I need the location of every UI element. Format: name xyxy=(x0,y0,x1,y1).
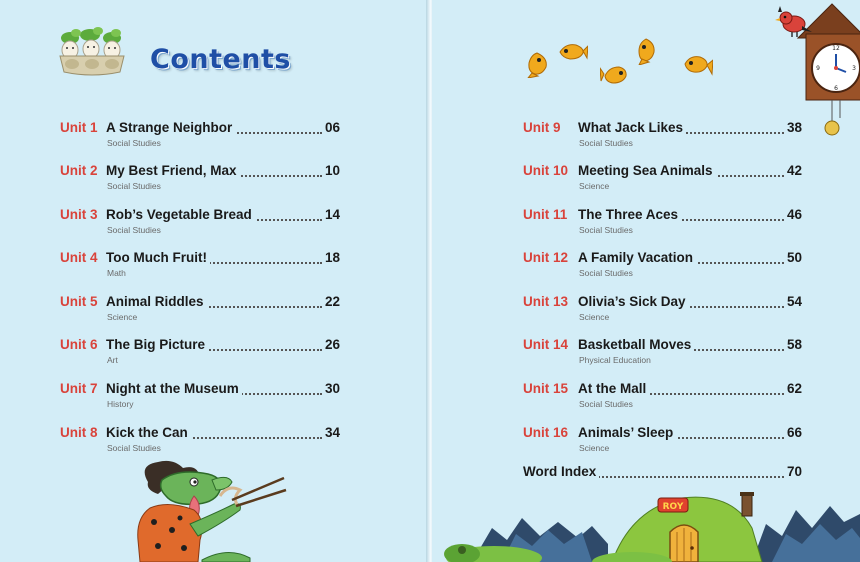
unit-label: Unit 9 xyxy=(523,120,561,135)
unit-subject: Art xyxy=(107,355,118,365)
page-number: 18 xyxy=(322,250,340,265)
unit-subject: Social Studies xyxy=(107,443,161,453)
goldfish-icon xyxy=(634,37,658,65)
unit-label: Unit 15 xyxy=(523,381,569,396)
unit-title: Animals’ Sleep xyxy=(578,425,676,440)
unit-subject: Science xyxy=(579,443,610,453)
unit-title: Rob’s Vegetable Bread xyxy=(106,207,255,222)
goldfish-icon xyxy=(681,52,713,78)
toc-entry[interactable] xyxy=(60,425,340,465)
toc-entry[interactable] xyxy=(523,337,802,377)
unit-label: Unit 12 xyxy=(523,250,569,265)
unit-subject: History xyxy=(107,399,134,409)
unit-title: Too Much Fruit! xyxy=(106,250,210,265)
unit-title: The Three Aces xyxy=(578,207,681,222)
page-number: 14 xyxy=(322,207,340,222)
page-number: 54 xyxy=(784,294,802,309)
toc-entry[interactable] xyxy=(60,207,340,247)
unit-title: Night at the Museum xyxy=(106,381,242,396)
unit-label: Unit 16 xyxy=(523,425,569,440)
unit-label: Unit 13 xyxy=(523,294,569,309)
unit-title: At the Mall xyxy=(578,381,649,396)
toc-entry[interactable] xyxy=(523,294,802,334)
page-number: 50 xyxy=(784,250,802,265)
unit-subject: Social Studies xyxy=(107,181,161,191)
toc-entry[interactable] xyxy=(60,381,340,421)
page-number: 70 xyxy=(784,464,802,479)
goldfish-icon xyxy=(600,62,630,88)
page-number: 26 xyxy=(322,337,340,352)
page-number: 34 xyxy=(322,425,340,440)
toc-entry[interactable] xyxy=(523,381,802,421)
unit-title: A Strange Neighbor xyxy=(106,120,235,135)
page-number: 42 xyxy=(784,163,802,178)
unit-title: My Best Friend, Max xyxy=(106,163,240,178)
unit-subject: Physical Education xyxy=(579,355,651,365)
page-number: 58 xyxy=(784,337,802,352)
unit-subject: Science xyxy=(579,312,610,322)
toc-entry[interactable] xyxy=(523,163,802,203)
goldfish-icon xyxy=(556,41,588,63)
unit-subject: Science xyxy=(107,312,138,322)
unit-title: What Jack Likes xyxy=(578,120,686,135)
unit-label: Unit 14 xyxy=(523,337,569,352)
unit-title: Animal Riddles xyxy=(106,294,207,309)
svg-text:6: 6 xyxy=(834,85,838,92)
bird-icon xyxy=(772,2,814,38)
svg-text:12: 12 xyxy=(832,45,840,52)
left-page xyxy=(0,0,428,562)
unit-subject: Social Studies xyxy=(107,225,161,235)
unit-subject: Science xyxy=(579,181,610,191)
unit-subject: Math xyxy=(107,268,126,278)
page-number: 06 xyxy=(322,120,340,135)
page-number: 66 xyxy=(784,425,802,440)
unit-label: Unit 10 xyxy=(523,163,569,178)
page-number: 62 xyxy=(784,381,802,396)
unit-subject: Social Studies xyxy=(579,138,633,148)
unit-title: A Family Vacation xyxy=(578,250,696,265)
toc-entry[interactable] xyxy=(60,294,340,334)
page-title: Contents xyxy=(150,44,292,75)
tree-house-illustration xyxy=(432,488,860,562)
unit-label: Unit 4 xyxy=(60,250,98,265)
troll-eating-worm-illustration xyxy=(128,460,298,562)
unit-subject: Social Studies xyxy=(579,399,633,409)
page-number: 10 xyxy=(322,163,340,178)
unit-label: Unit 1 xyxy=(60,120,98,135)
word-index-label: Word Index xyxy=(523,464,599,479)
toc-entry[interactable] xyxy=(523,207,802,247)
unit-subject: Social Studies xyxy=(107,138,161,148)
toc-entry[interactable] xyxy=(523,120,802,160)
toc-entry[interactable] xyxy=(523,425,802,465)
toc-entry[interactable] xyxy=(60,163,340,203)
unit-label: Unit 3 xyxy=(60,207,98,222)
svg-text:9: 9 xyxy=(816,65,820,72)
unit-label: Unit 5 xyxy=(60,294,98,309)
toc-entry[interactable] xyxy=(60,250,340,290)
unit-title: Meeting Sea Animals xyxy=(578,163,716,178)
unit-title: Kick the Can xyxy=(106,425,191,440)
unit-label: Unit 11 xyxy=(523,207,568,222)
unit-title: The Big Picture xyxy=(106,337,208,352)
toc-entry[interactable] xyxy=(60,337,340,377)
page-number: 46 xyxy=(784,207,802,222)
svg-text:3: 3 xyxy=(852,65,856,72)
unit-label: Unit 8 xyxy=(60,425,98,440)
unit-title: Olivia’s Sick Day xyxy=(578,294,689,309)
toc-entry[interactable] xyxy=(523,250,802,290)
unit-label: Unit 6 xyxy=(60,337,98,352)
house-sign-text: ROY xyxy=(662,502,684,512)
unit-subject: Social Studies xyxy=(579,268,633,278)
egg-carton-plants-icon xyxy=(56,26,128,78)
goldfish-icon xyxy=(524,50,550,78)
page-number: 30 xyxy=(322,381,340,396)
toc-entry[interactable] xyxy=(60,120,340,160)
unit-title: Basketball Moves xyxy=(578,337,694,352)
unit-label: Unit 7 xyxy=(60,381,98,396)
unit-subject: Social Studies xyxy=(579,225,633,235)
unit-label: Unit 2 xyxy=(60,163,98,178)
page-number: 38 xyxy=(784,120,802,135)
page-number: 22 xyxy=(322,294,340,309)
right-page xyxy=(432,0,860,562)
